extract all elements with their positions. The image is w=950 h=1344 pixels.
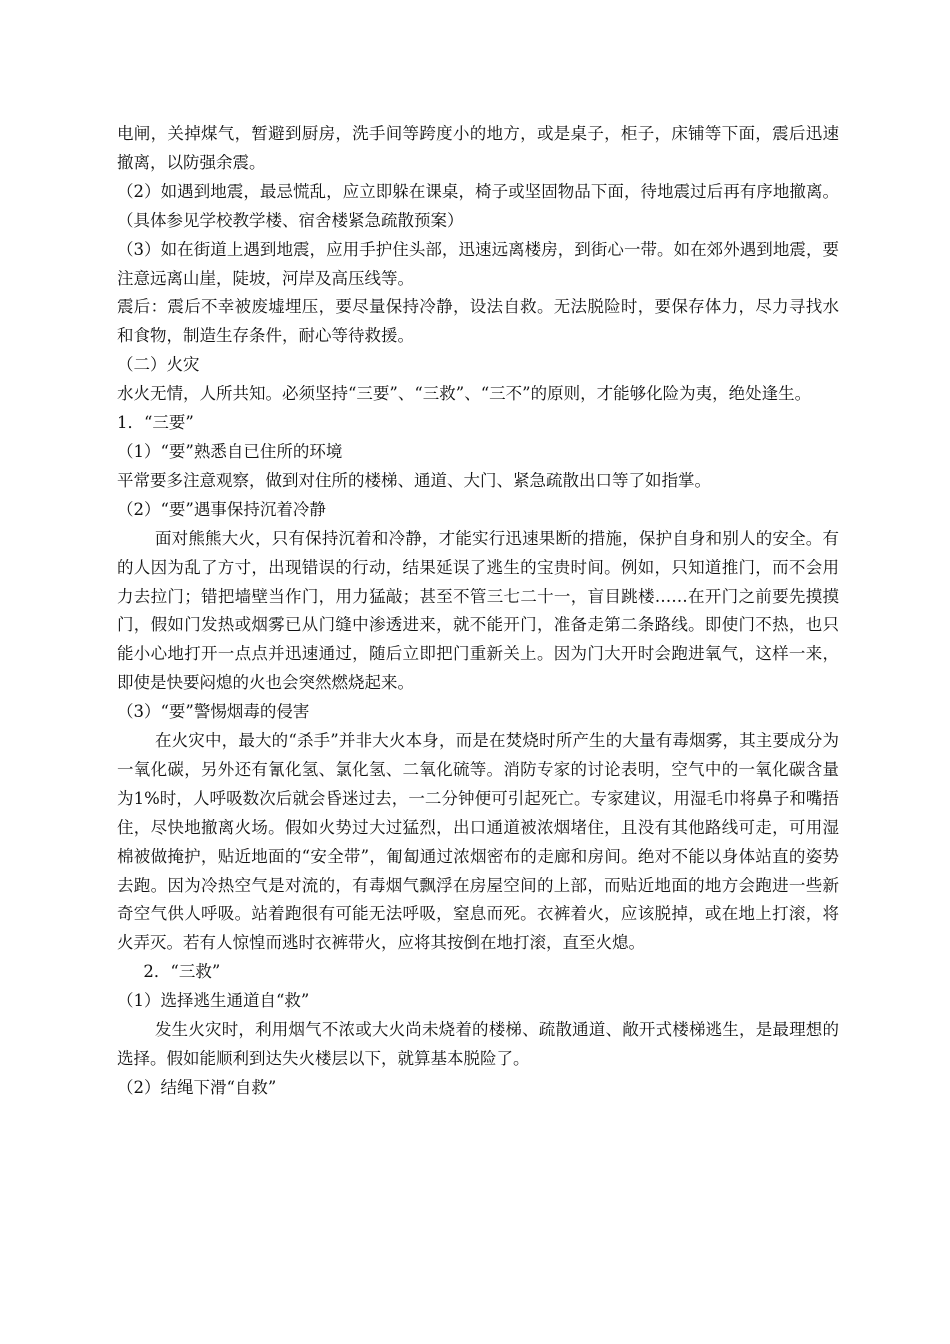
item-heading-escape-route: （1）选择逃生通道自“救” [117, 991, 310, 1011]
paragraph-know-environment: 平常要多注意观察，做到对住所的楼梯、通道、大门、紧急疏散出口等了如指掌。 [117, 470, 711, 490]
paragraph-after-earthquake: 震后：震后不幸被废墟埋压，要尽量保持冷静，设法自救。无法脱险时，要保存体力，尽力寻找水和食物，制造生存条件，耐心等待救援。 [117, 297, 839, 346]
paragraph-fire-intro: 水火无情，人所共知。必须坚持“三要”、“三救”、“三不”的原则，才能够化险为夷，绝处逢生。 [117, 384, 812, 404]
paragraph-escape-route: 发生火灾时，利用烟气不浓或大火尚未烧着的楼梯、疏散通道、敞开式楼梯逃生，是最理想的选择。假如能顺利到达失火楼层以下，就算基本脱险了。 [117, 1020, 839, 1068]
paragraph-stay-calm: 面对熊熊大火，只有保持沉着和冷静，才能实行迅速果断的措施，保护自身和别人的安全。有的人因为乱了方寸，出现错误的行动，结果延误了逃生的宝贵时间。例如，只知道推门，而不会用力去拉门；错把墙壁当作门，用力猛敲；甚至不管三七二十一，盲目跳楼……在开门之前要先摸摸门，假如门发热或烟雾已从门缝中渗透进来，就不能开门，准备走第二条路线。即使门不热，也只能小心地打开一点点并迅速通过，随后立即把门重新关上。因为门大开时会跑进氧气，这样一来，即使是快要闷熄的火也会突然燃烧起来。 [117, 528, 839, 693]
paragraph-earthquake-school: （2）如遇到地震，最忌慌乱，应立即躲在课桌，椅子或坚固物品下面，待地震过后再有序地撤离。（具体参见学校教学楼、宿舍楼紧急疏散预案） [117, 181, 839, 230]
paragraph-earthquake-street: （3）如在街道上遇到地震，应用手护住头部，迅速远离楼房，到街心一带。如在郊外遇到地震，要注意远离山崖，陡坡，河岸及高压线等。 [117, 239, 839, 288]
paragraph-earthquake-indoor-end: 电闸，关掉煤气，暂避到厨房，洗手间等跨度小的地方，或是桌子，柜子，床铺等下面，震后迅速撤离，以防强余震。 [117, 124, 839, 172]
subheading-three-musts: 1．“三要” [117, 413, 194, 433]
section-heading-fire: （二）火灾 [117, 355, 200, 375]
item-heading-rope-descent: （2）结绳下滑“自救” [117, 1077, 277, 1097]
item-heading-know-environment: （1）“要”熟悉自已住所的环境 [117, 441, 343, 461]
document-body [117, 120, 839, 1103]
item-heading-stay-calm: （2）“要”遇事保持沉着冷静 [117, 499, 326, 519]
item-heading-toxic-smoke: （3）“要”警惕烟毒的侵害 [117, 702, 310, 722]
subheading-three-rescues: 2．“三救” [143, 962, 221, 982]
paragraph-toxic-smoke: 在火灾中，最大的“杀手”并非大火本身，而是在焚烧时所产生的大量有毒烟雾，其主要成分为一氧化碳，另外还有氰化氢、氯化氢、二氧化硫等。消防专家的讨论表明，空气中的一氧化碳含量为1%时，人呼吸数次后就会昏迷过去，一二分钟便可引起死亡。专家建议，用湿毛巾将鼻子和嘴捂住，尽快地撤离火场。假如火势过大过猛烈，出口通道被浓烟堵住，且没有其他路线可走，可用湿棉被做掩护，贴近地面的“安全带”，匍匐通过浓烟密布的走廊和房间。绝对不能以身体站直的姿势去跑。因为冷热空气是对流的，有毒烟气飘浮在房屋空间的上部，而贴近地面的地方会跑进一些新奇空气供人呼吸。站着跑很有可能无法呼吸，窒息而死。衣裤着火，应该脱掉，或在地上打滚，将火弄灭。若有人惊惶而逃时衣裤带火，应将其按倒在地打滚，直至火熄。 [117, 731, 839, 953]
